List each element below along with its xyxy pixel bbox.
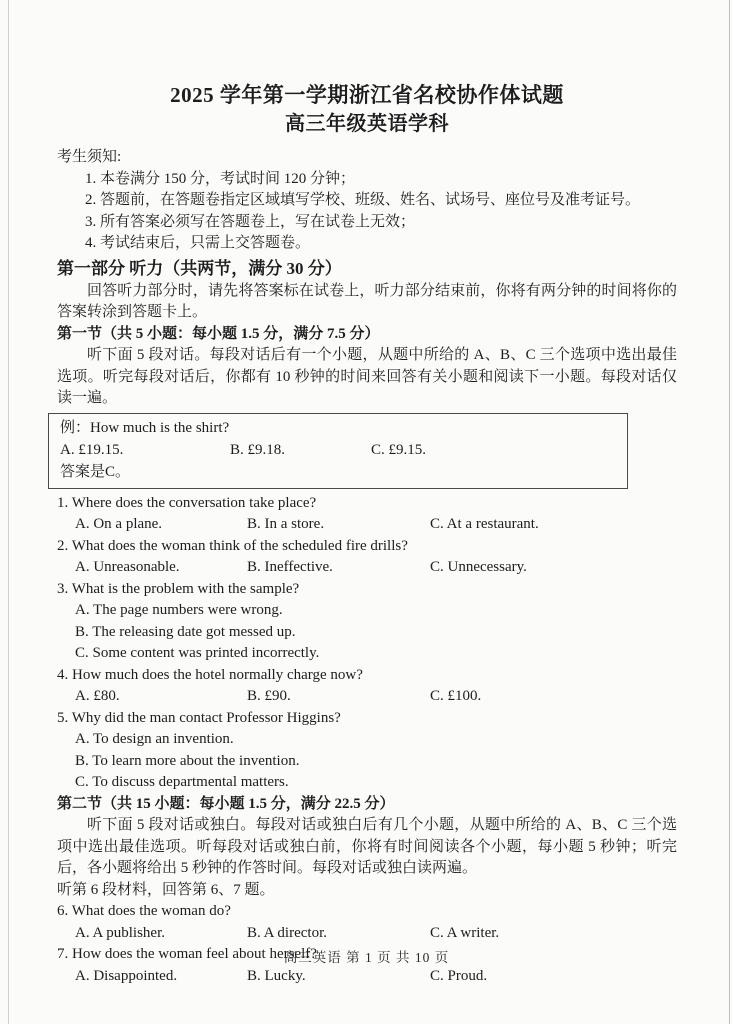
question-4-option-a: A. £80.	[75, 688, 120, 704]
part1-intro: 回答听力部分时，请先将答案标在试卷上，听力部分结束前，你将有两分钟的时间将你的答案转涂到答题卡上。	[57, 282, 677, 320]
notice-heading: 考生须知:	[57, 149, 122, 165]
notice-item-1: 1. 本卷满分 150 分，考试时间 120 分钟；	[85, 170, 356, 187]
exam-title: 2025 学年第一学期浙江省名校协作体试题	[170, 83, 564, 107]
notice-item-2: 2. 答题前，在答题卷指定区域填写学校、班级、姓名、试场号、座位号及准考证号。	[85, 192, 641, 208]
question-7-text: 7. How does the woman feel about herself?	[57, 946, 317, 962]
question-1-option-b: B. In a store.	[247, 516, 325, 532]
question-1-options	[57, 514, 677, 536]
question-5-option-a: A. To design an invention.	[75, 731, 234, 747]
question-2-option-a: A. Unreasonable.	[75, 559, 180, 575]
question-3-option-a: A. The page numbers were wrong.	[75, 602, 283, 618]
question-6	[57, 901, 677, 944]
section1-instructions: 听下面 5 段对话。每段对话后有一个小题，从题中所给的 A、B、C 三个选项中选出最佳选项。听完每段对话后，你都有 10 秒钟的时间来回答有关小题和阅读下一小题。每段对话仅读一遍。	[57, 347, 677, 406]
notice-item-4: 4. 考试结束后，只需上交答题卷。	[85, 235, 311, 251]
question-6-option-a: A. A publisher.	[75, 924, 166, 941]
question-3	[57, 579, 677, 665]
question-6-option-c: C. A writer.	[430, 924, 500, 941]
question-4-option-c: C. £100.	[430, 688, 482, 704]
question-1-text: 1. Where does the conversation take place?	[57, 494, 317, 511]
question-6-options	[57, 923, 677, 945]
scan-edge-left	[8, 0, 9, 1024]
example-options	[60, 439, 617, 461]
question-4-options	[57, 686, 677, 708]
question-1-option-c: C. At a restaurant.	[430, 516, 539, 532]
question-2-text: 2. What does the woman think of the scheduled fire drills?	[57, 537, 408, 554]
section2-instructions: 听下面 5 段对话或独白。每段对话或独白后有几个小题，从题中所给的 A、B、C 三个选项中选出最佳选项。听每段对话或独白前，你将有时间阅读各个小题，每小题 5 秒钟；听完后，各小题将给出 5 秒钟的作答时间。每段对话或独白读两遍。	[57, 817, 677, 876]
question-5-text: 5. Why did the man contact Professor Higgins?	[57, 709, 341, 726]
question-2-option-c: C. Unnecessary.	[430, 559, 527, 575]
part1-heading: 第一部分 听力（共两节，满分 30 分）	[57, 258, 342, 278]
scan-edge-right	[729, 0, 730, 1024]
example-option-a: A. £19.15.	[60, 441, 124, 458]
question-4-text: 4. How much does the hotel normally charge now?	[57, 666, 363, 683]
example-option-b: B. £9.18.	[230, 441, 286, 458]
question-6-option-b: B. A director.	[247, 924, 327, 941]
section2-material-note: 听第 6 段材料，回答第 6、7 题。	[57, 881, 275, 898]
question-1-option-a: A. On a plane.	[75, 516, 163, 532]
question-4	[57, 665, 677, 708]
question-2	[57, 536, 677, 579]
question-3-option-c: C. Some content was printed incorrectly.	[75, 645, 320, 661]
question-5-option-c: C. To discuss departmental matters.	[75, 774, 289, 790]
question-1	[57, 493, 677, 536]
question-5	[57, 708, 677, 794]
question-5-options	[57, 729, 677, 794]
question-5-option-b: B. To learn more about the invention.	[75, 752, 300, 769]
question-3-options	[57, 600, 677, 665]
question-7-option-a: A. Disappointed.	[75, 967, 178, 984]
question-4-option-b: B. £90.	[247, 688, 291, 704]
question-2-options	[57, 557, 677, 579]
example-question: 例：How much is the shirt?	[60, 419, 230, 436]
question-3-option-b: B. The releasing date got messed up.	[75, 623, 296, 640]
exam-subtitle: 高三年级英语学科	[285, 113, 449, 135]
question-7-options	[57, 966, 677, 988]
exam-page	[57, 82, 677, 987]
candidate-notice	[57, 147, 677, 255]
example-box	[48, 413, 628, 489]
notice-item-3: 3. 所有答案必须写在答题卷上，写在试卷上无效；	[85, 213, 416, 230]
example-answer: 答案是C。	[60, 463, 131, 480]
section2-heading: 第二节（共 15 小题：每小题 1.5 分，满分 22.5 分）	[57, 795, 395, 812]
question-2-option-b: B. Ineffective.	[247, 559, 333, 575]
question-3-text: 3. What is the problem with the sample?	[57, 580, 300, 597]
question-7-option-b: B. Lucky.	[247, 967, 306, 984]
question-6-text: 6. What does the woman do?	[57, 903, 231, 919]
page-footer: 高三英语 第 1 页 共 10 页	[283, 950, 450, 965]
example-option-c: C. £9.15.	[371, 441, 427, 458]
section1-heading: 第一节（共 5 小题：每小题 1.5 分，满分 7.5 分）	[57, 325, 380, 342]
question-7-option-c: C. Proud.	[430, 967, 488, 984]
